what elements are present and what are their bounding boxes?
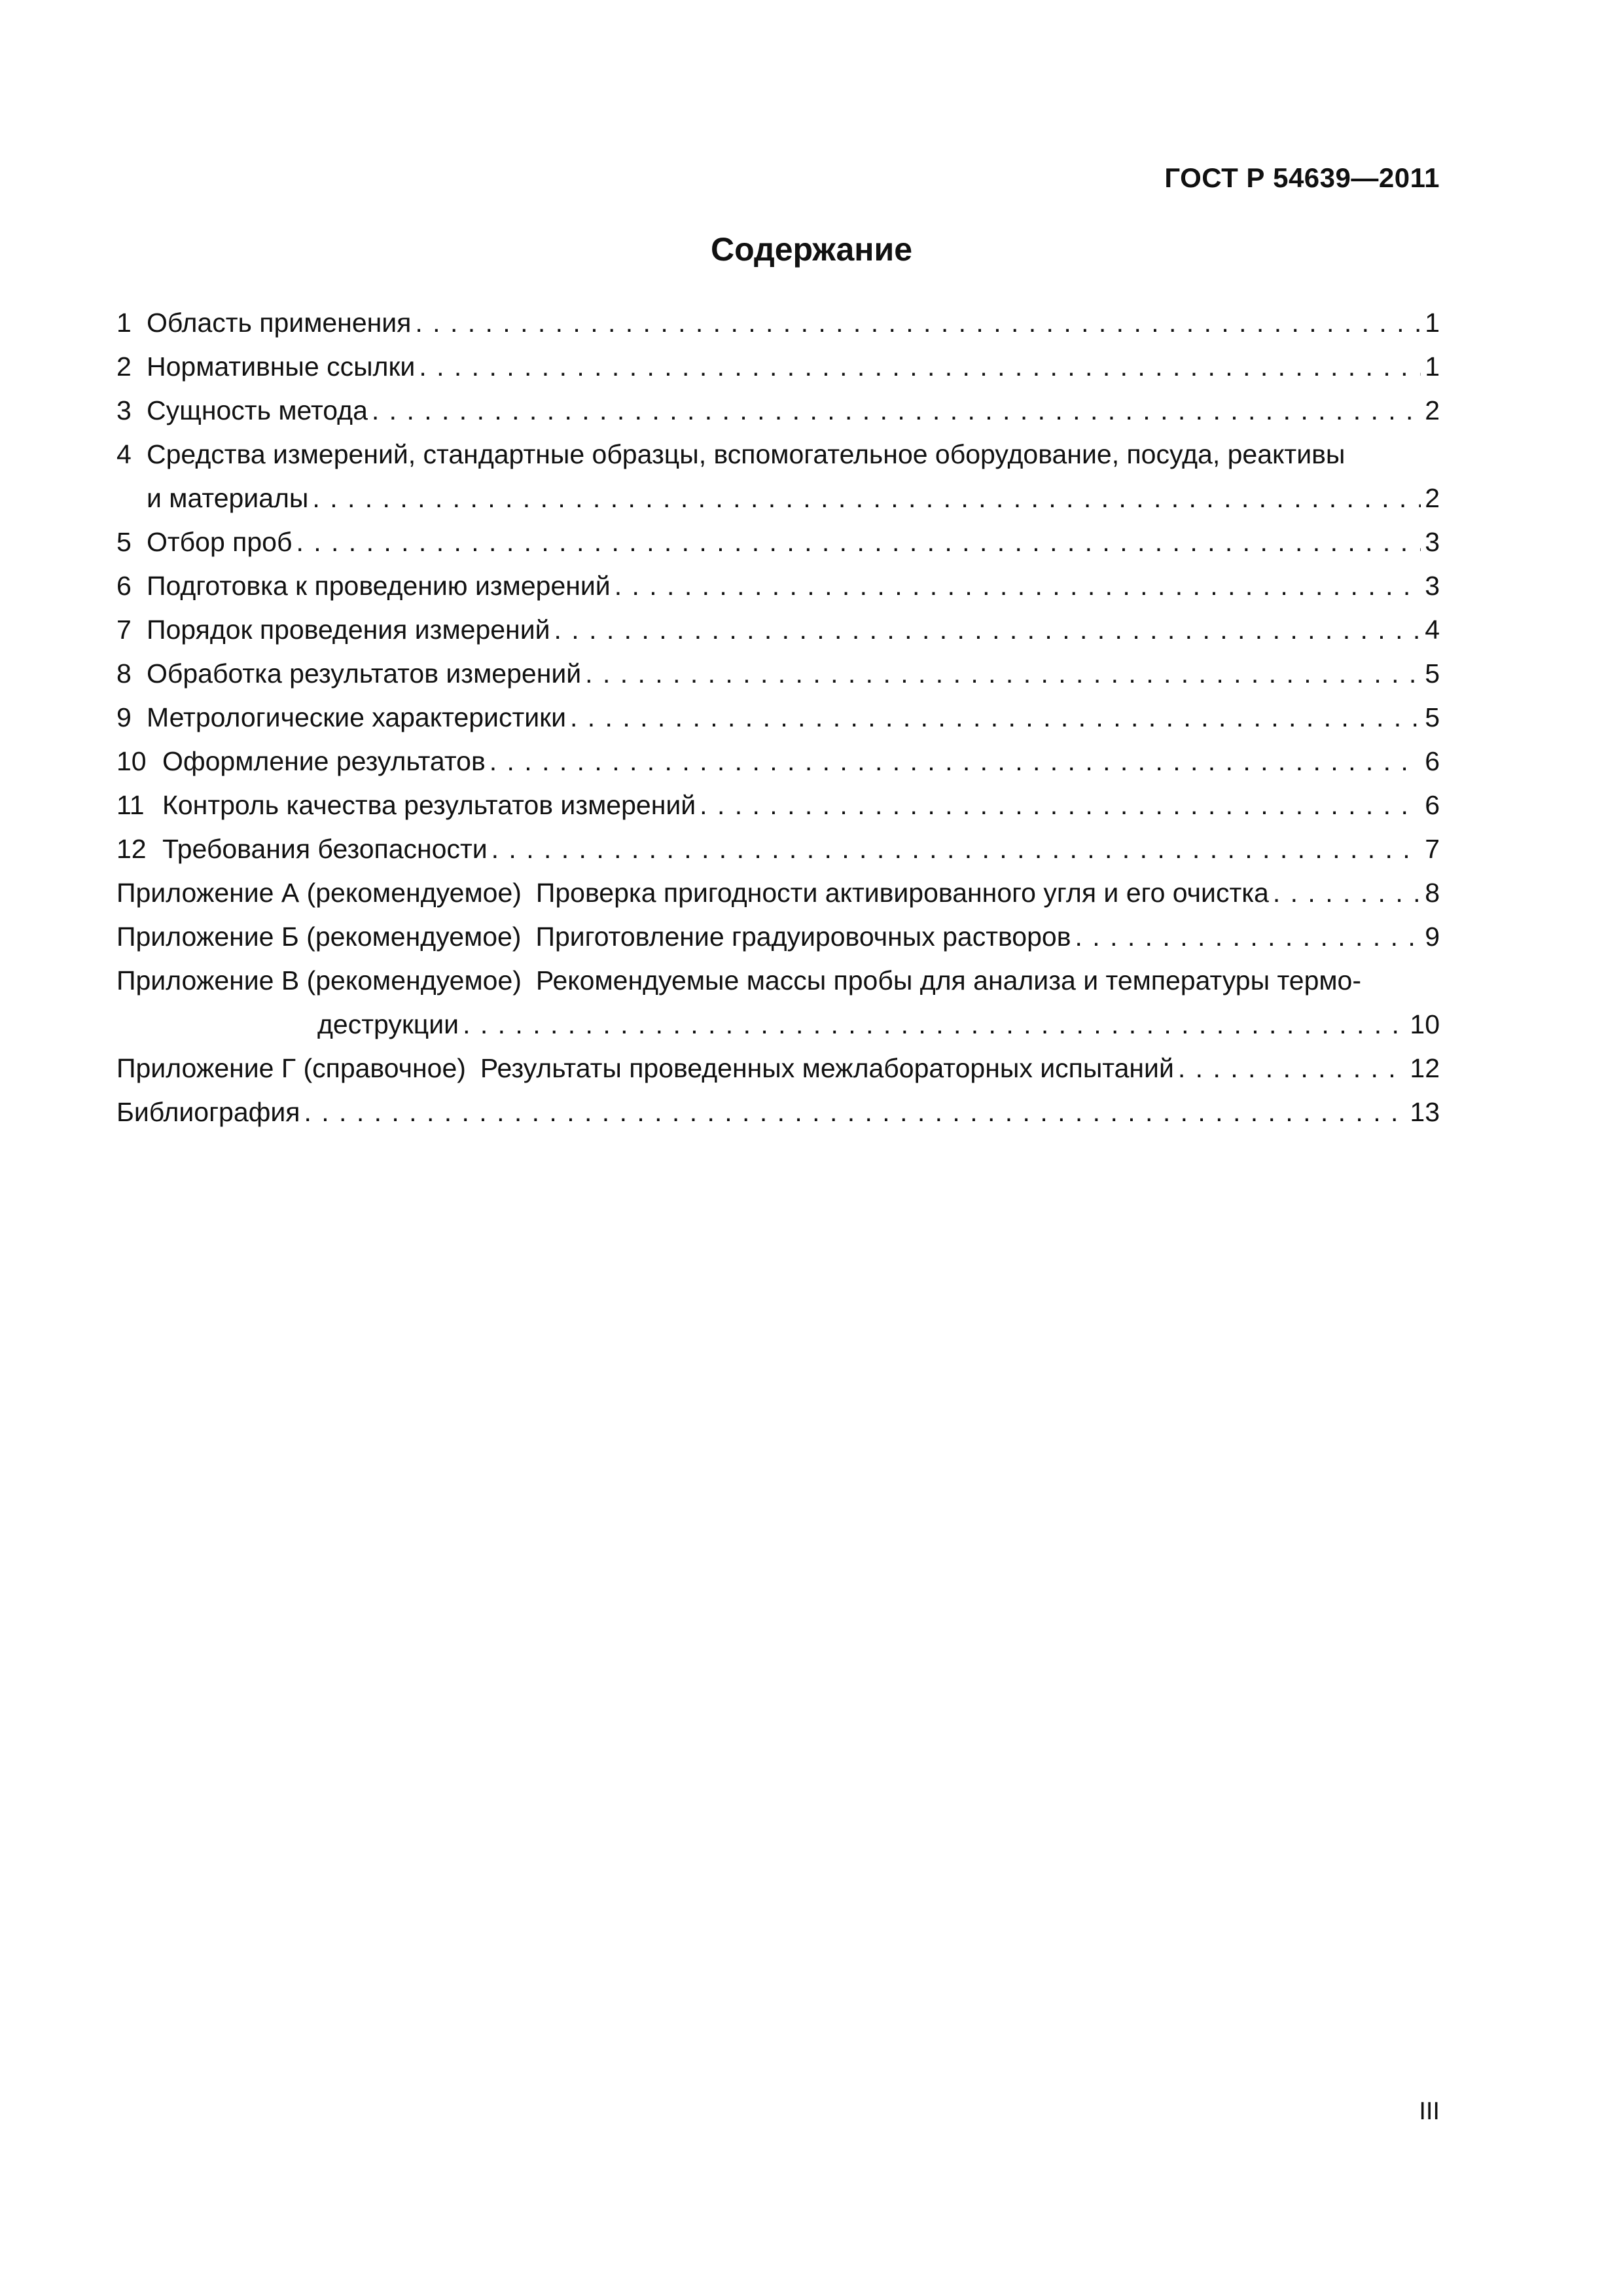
page-number: III — [1419, 2098, 1440, 2125]
toc-entry-page: 1 — [1425, 351, 1440, 382]
toc-entry[interactable] — [116, 564, 1440, 608]
appendix-page: 12 — [1410, 1053, 1440, 1083]
dot-leader — [1075, 915, 1421, 959]
appendix-title-line2: деструкции — [317, 1009, 459, 1039]
toc-entry[interactable] — [116, 696, 1440, 740]
toc-entry[interactable] — [116, 520, 1440, 564]
toc-entry[interactable] — [116, 827, 1440, 871]
toc-entry-number: 12 — [116, 834, 147, 864]
toc-entry-number: 11 — [116, 790, 145, 820]
dot-leader — [419, 345, 1421, 389]
toc-entry-page: 3 — [1425, 571, 1440, 601]
toc-entry-title: Область применения — [147, 308, 412, 338]
toc-entry-page: 5 — [1425, 658, 1440, 689]
toc-entry-number: 10 — [116, 746, 147, 776]
toc-entry-title: Порядок проведения измерений — [147, 615, 550, 645]
dot-leader — [554, 608, 1421, 652]
toc-appendix[interactable] — [116, 1047, 1440, 1090]
dot-leader — [570, 696, 1421, 740]
toc-entry-page: 6 — [1425, 746, 1440, 776]
dot-leader — [491, 827, 1421, 871]
toc-entry-number: 2 — [116, 351, 132, 382]
toc-entry-number: 4 — [116, 439, 132, 469]
dot-leader — [1178, 1047, 1406, 1090]
toc-entry[interactable] — [116, 652, 1440, 696]
dot-leader — [1273, 871, 1421, 915]
toc-entry-title: Нормативные ссылки — [147, 351, 416, 382]
toc-entry-page: 7 — [1425, 834, 1440, 864]
toc-entry[interactable] — [116, 301, 1440, 345]
toc-entry-title: Оформление результатов — [162, 746, 486, 776]
dot-leader — [615, 564, 1421, 608]
toc-entry-page: 1 — [1425, 308, 1440, 338]
appendix-page: 9 — [1425, 922, 1440, 952]
toc-entry-title-line1: Средства измерений, стандартные образцы, вспомогательное оборудование, посуда, реактивы — [147, 439, 1346, 469]
dot-leader — [296, 520, 1421, 564]
toc-entry[interactable] — [116, 345, 1440, 389]
toc-entry[interactable] — [116, 740, 1440, 783]
toc-entry-page: 5 — [1425, 702, 1440, 732]
toc-entry[interactable] — [116, 389, 1440, 433]
toc-entry-number: 9 — [116, 702, 132, 732]
toc-entry-title: Контроль качества результатов измерений — [162, 790, 696, 820]
toc-entry-title-line2: и материалы — [147, 483, 309, 513]
appendix-label: Приложение А (рекомендуемое) — [116, 878, 522, 908]
toc-bibliography[interactable] — [116, 1090, 1440, 1134]
toc-title: Содержание — [710, 231, 913, 268]
toc-entry[interactable] — [116, 433, 1440, 520]
dot-leader — [463, 1003, 1406, 1047]
appendix-title-line1: Рекомендуемые массы пробы для анализа и температуры термо- — [535, 965, 1362, 996]
toc-entry-page: 3 — [1425, 527, 1440, 557]
dot-leader — [312, 476, 1421, 520]
toc-entry-page: 2 — [1425, 395, 1440, 425]
toc-appendix[interactable] — [116, 959, 1440, 1047]
bibliography-page: 13 — [1410, 1097, 1440, 1127]
appendix-title: Результаты проведенных межлабораторных испытаний — [480, 1053, 1174, 1083]
toc-entry-number: 6 — [116, 571, 132, 601]
toc-entry-page: 2 — [1425, 483, 1440, 513]
toc-entry-title: Требования безопасности — [162, 834, 488, 864]
toc-entry-title: Подготовка к проведению измерений — [147, 571, 611, 601]
appendix-page: 8 — [1425, 878, 1440, 908]
toc-entry-title: Обработка результатов измерений — [147, 658, 582, 689]
dot-leader — [415, 301, 1421, 345]
toc-entry[interactable] — [116, 783, 1440, 827]
dot-leader — [372, 389, 1421, 433]
appendix-label: Приложение Б (рекомендуемое) — [116, 922, 522, 952]
bibliography-title: Библиография — [116, 1097, 300, 1127]
appendix-title: Приготовление градуировочных растворов — [535, 922, 1071, 952]
dot-leader — [304, 1090, 1406, 1134]
toc-entry-number: 1 — [116, 308, 132, 338]
appendix-label: Приложение В (рекомендуемое) — [116, 965, 522, 996]
toc-entry-page: 4 — [1425, 615, 1440, 645]
toc-appendix[interactable] — [116, 871, 1440, 915]
toc-entry-number: 7 — [116, 615, 132, 645]
toc-entry-title: Отбор проб — [147, 527, 293, 557]
appendix-label: Приложение Г (справочное) — [116, 1053, 466, 1083]
dot-leader — [700, 783, 1421, 827]
toc-appendix[interactable] — [116, 915, 1440, 959]
toc-entry-number: 5 — [116, 527, 132, 557]
document-code: ГОСТ Р 54639—2011 — [1164, 162, 1440, 193]
toc-entry-number: 8 — [116, 658, 132, 689]
dot-leader — [490, 740, 1421, 783]
appendix-title: Проверка пригодности активированного угля и его очистка — [535, 878, 1269, 908]
toc-entry-title: Метрологические характеристики — [147, 702, 566, 732]
toc-entry-title: Сущность метода — [147, 395, 368, 425]
toc-entry-page: 6 — [1425, 790, 1440, 820]
table-of-contents — [116, 301, 1440, 1134]
toc-entry[interactable] — [116, 608, 1440, 652]
toc-entry-number: 3 — [116, 395, 132, 425]
appendix-page: 10 — [1410, 1009, 1440, 1039]
dot-leader — [585, 652, 1421, 696]
